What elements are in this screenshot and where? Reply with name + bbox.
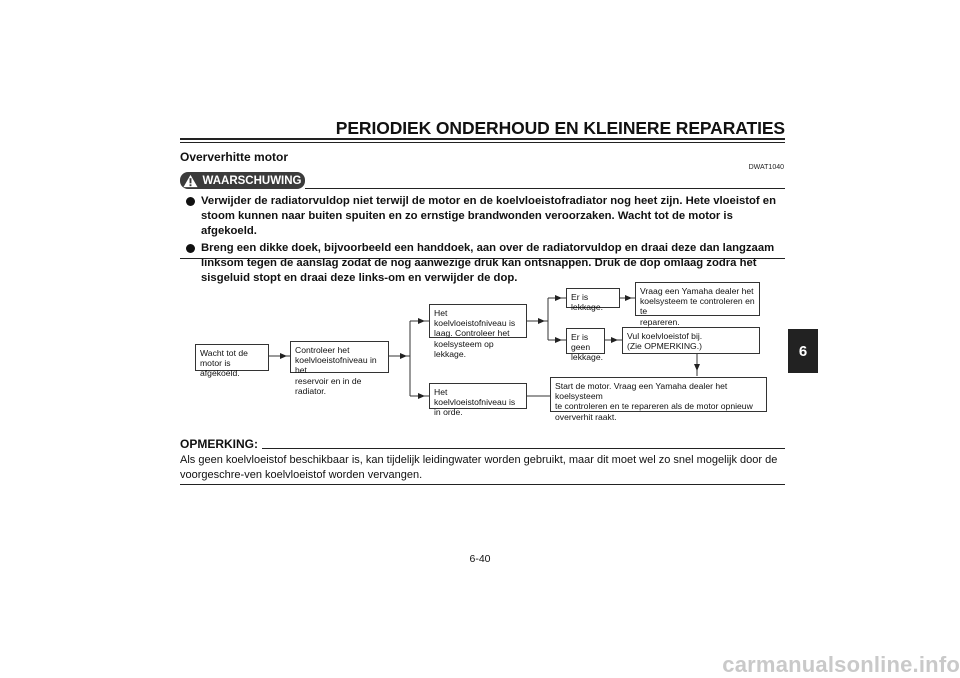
- flow-box-check: Controleer het koelvloeistofniveau in het reservoir en in de radiator.: [290, 341, 389, 373]
- flow-box-no-leak: Er is geen lekkage.: [566, 328, 605, 354]
- flow-box-level-low: Het koelvloeistofniveau is laag. Controleer het koelsysteem op lekkage.: [429, 304, 527, 338]
- watermark: carmanualsonline.info: [722, 652, 960, 677]
- note-heading: OPMERKING:: [180, 437, 262, 451]
- flow-box-dealer: Vraag een Yamaha dealer het koelsysteem te controleren en te repareren.: [635, 282, 760, 316]
- flow-box-wait: Wacht tot de motor is afgekoeld.: [195, 344, 269, 371]
- section-heading: Oververhitte motor: [180, 150, 289, 164]
- flow-box-start: Start de motor. Vraag een Yamaha dealer het koelsysteem te controleren en te repareren als de motor opnieuw oververhit raakt.: [550, 377, 767, 412]
- note-rule: [252, 448, 785, 449]
- chapter-tab: 6: [788, 329, 818, 373]
- page-title: PERIODIEK ONDERHOUD EN KLEINERE REPARATIES: [335, 118, 785, 138]
- note-bottom-rule: [180, 484, 785, 485]
- warning-item-text: Verwijder de radiatorvuldop niet terwijl de motor en de koelvloeistofradiator nog heet zijn. Hete vloeistof en stoom kunnen naar buiten spuiten en zo ernstige brandwonden veroorzaken. Wacht tot de motor is afgekoeld.: [201, 195, 776, 238]
- warning-item-text: Breng een dikke doek, bijvoorbeeld een handdoek, aan over de radiatorvuldop en draai deze dan langzaam linksom tegen de aanslag zodat de nog aanwezige druk kan ontsnappen. Druk de dop omlaag zodra het sisgeluid stopt en draai deze links-om en verwijder de dop.: [201, 241, 775, 285]
- flow-box-level-ok: Het koelvloeistofniveau is in orde.: [429, 383, 527, 409]
- page-number: 6-40: [469, 553, 491, 565]
- reference-code: DWAT1040: [748, 164, 784, 171]
- note-text: Als geen koelvloeistof beschikbaar is, kan tijdelijk leidingwater worden gebruikt, maar dit moet wel zo snel mogelijk door de voorgeschre-ven koelvloeistof worden vervangen.: [180, 454, 778, 481]
- warning-label: WAARSCHUWING: [202, 174, 302, 187]
- flow-box-refill: Vul koelvloeistof bij. (Zie OPMERKING.): [622, 327, 760, 354]
- flow-box-leak: Er is lekkage.: [566, 288, 620, 308]
